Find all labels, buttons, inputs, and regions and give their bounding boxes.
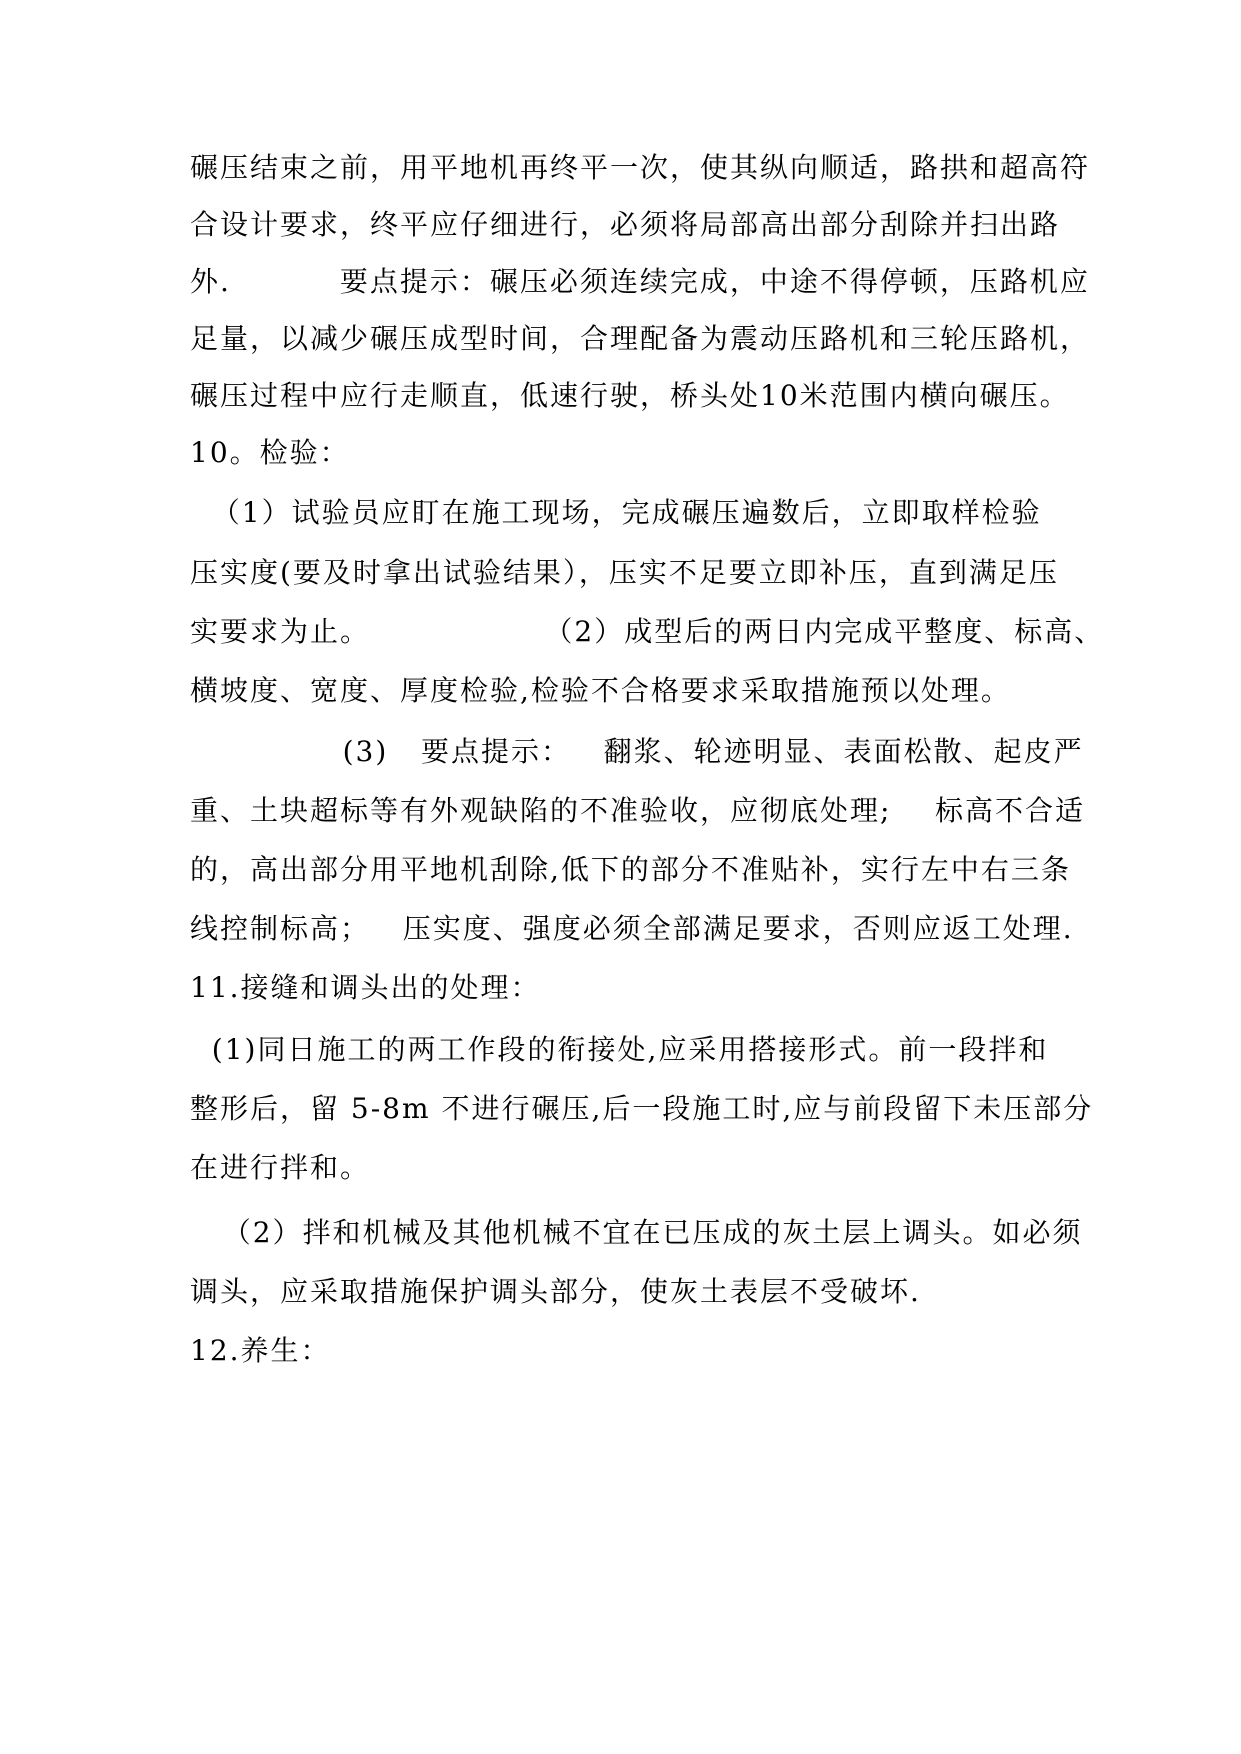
- text-line: 实要求为止。 （2）成型后的两日内完成平整度、标高、: [190, 615, 1105, 648]
- text-line: 的，高出部分用平地机刮除,低下的部分不准贴补，实行左中右三条: [190, 853, 1071, 886]
- text-line: 线控制标高； 压实度、强度必须全部满足要求，否则应返工处理.: [190, 912, 1074, 945]
- text-line: 在进行拌和。: [190, 1151, 371, 1184]
- text-line: 整形后，留 5-8m 不进行碾压,后一段施工时,应与前段留下未压部分: [190, 1092, 1094, 1125]
- text-line: 碾压结束之前，用平地机再终平一次，使其纵向顺适，路拱和超高符: [190, 151, 1091, 184]
- text-line: （2）拌和机械及其他机械不宜在已压成的灰土层上调头。如必须: [190, 1216, 1083, 1249]
- section-heading: 10。检验：: [190, 436, 350, 469]
- text-line: 碾压过程中应行走顺直，低速行驶，桥头处10米范围内横向碾压。: [190, 379, 1070, 412]
- text-line: 压实度(要及时拿出试验结果），压实不足要立即补压，直到满足压: [190, 556, 1059, 589]
- text-line: 合设计要求，终平应仔细进行，必须将局部高出部分刮除并扫出路: [190, 208, 1061, 241]
- text-line: 重、土块超标等有外观缺陷的不准验收，应彻底处理; 标高不合适: [190, 794, 1086, 827]
- section-heading: 11.接缝和调头出的处理：: [190, 971, 541, 1004]
- text-line: (1)同日施工的两工作段的衔接处,应采用搭接形式。前一段拌和: [190, 1033, 1049, 1066]
- text-line: （1）试验员应盯在施工现场，完成碾压遍数后，立即取样检验: [190, 496, 1042, 529]
- section-heading: 12.养生：: [190, 1334, 331, 1367]
- text-line: (3) 要点提示： 翻浆、轮迹明显、表面松散、起皮严: [190, 735, 1084, 768]
- text-line: 调头，应采取措施保护调头部分，使灰土表层不受破坏.: [190, 1275, 921, 1308]
- text-line: 外. 要点提示：碾压必须连续完成，中途不得停顿，压路机应: [190, 265, 1090, 298]
- text-line: 横坡度、宽度、厚度检验,检验不合格要求采取措施预以处理。: [190, 674, 1011, 707]
- text-line: 足量，以减少碾压成型时间，合理配备为震动压路机和三轮压路机，: [190, 322, 1091, 355]
